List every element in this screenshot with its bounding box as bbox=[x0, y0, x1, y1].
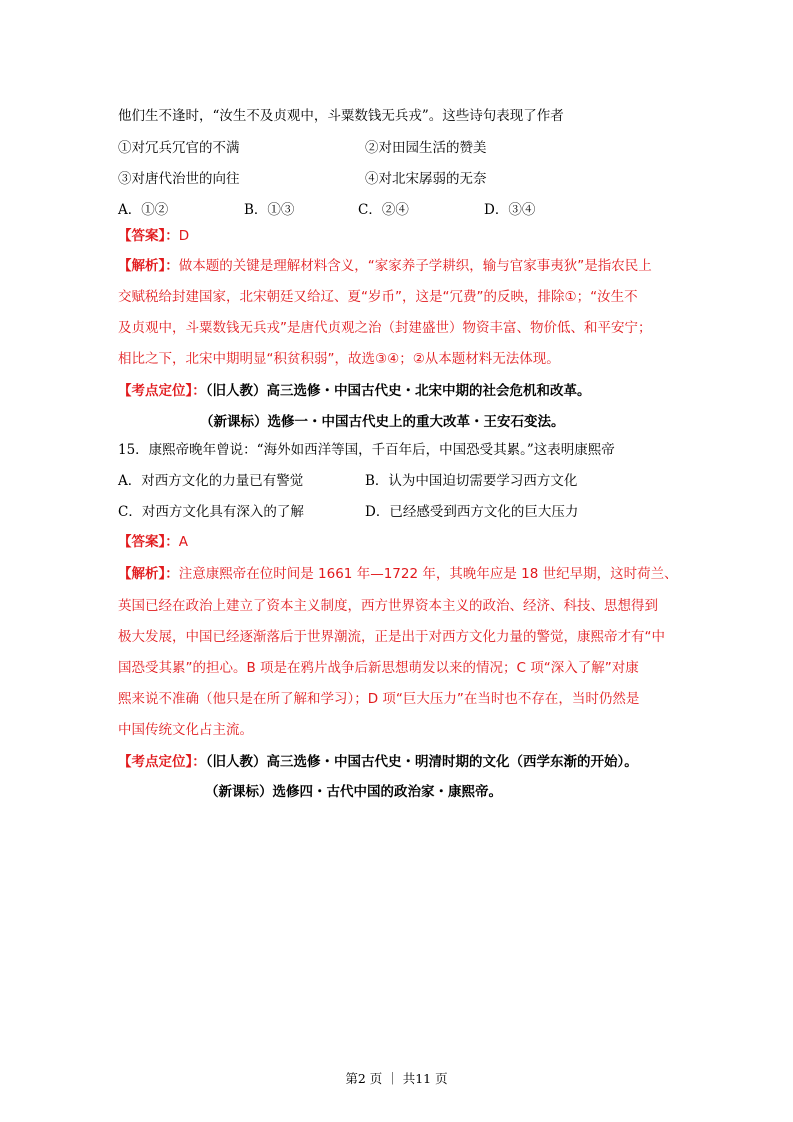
q15-analysis-line-4: 国恐受其累”的担心。B 项是在鸦片战争后新思想萌发以来的情况；C 项“深入了解”对康 bbox=[118, 660, 639, 676]
q14-option-c: C．②④ bbox=[358, 202, 409, 218]
q14-answer-row bbox=[118, 224, 189, 244]
kaodian-text: （旧人教）高三选修・中国古代史・明清时期的文化（西学东渐的开始）。 bbox=[205, 754, 638, 770]
q15-option-a: A．对西方文化的力量已有警觉 bbox=[118, 473, 304, 489]
q14-stem-tail: 他们生不逢时，“汝生不及贞观中，斗粟数钱无兵戎”。这些诗句表现了作者 bbox=[118, 108, 564, 124]
answer-value: A bbox=[178, 534, 188, 550]
answer-tag: 【答案】： bbox=[118, 534, 179, 550]
kaodian-text: （旧人教）高三选修・中国古代史・北宋中期的社会危机和改革。 bbox=[205, 383, 591, 399]
q14-item-3: ③对唐代治世的向往 bbox=[118, 171, 240, 187]
q14-option-b: B．①③ bbox=[244, 202, 295, 218]
kaodian-tag: 【考点定位】： bbox=[118, 754, 206, 770]
q14-option-a: A．①② bbox=[118, 202, 169, 218]
q15-analysis-line-3: 极大发展，中国已经逐渐落后于世界潮流，正是出于对西方文化力量的警觉，康熙帝才有“中 bbox=[118, 629, 665, 645]
analysis-tag: 【解析】： bbox=[118, 566, 179, 582]
q15-option-d: D．已经感受到西方文化的巨大压力 bbox=[365, 504, 579, 520]
q14-analysis-line-4: 相比之下，北宋中期明显“积贫积弱”，故选③④；②从本题材料无法体现。 bbox=[118, 351, 560, 367]
answer-value: D bbox=[178, 228, 190, 244]
page-footer: 第2 页 ｜ 共11 页 bbox=[345, 1071, 448, 1086]
q15-stem: 15．康熙帝晚年曾说：“海外如西洋等国，千百年后，中国恐受其累。”这表明康熙帝 bbox=[118, 442, 615, 458]
q14-item-1: ①对冗兵冗官的不满 bbox=[118, 140, 240, 156]
analysis-tag: 【解析】： bbox=[118, 258, 179, 274]
q15-option-b: B．认为中国迫切需要学习西方文化 bbox=[365, 473, 578, 489]
q15-analysis-line-2: 英国已经在政治上建立了资本主义制度，西方世界资本主义的政治、经济、科技、思想得到 bbox=[118, 598, 658, 614]
q15-kaodian-row bbox=[118, 750, 638, 770]
kaodian-tag: 【考点定位】： bbox=[118, 383, 206, 399]
q15-analysis-line-1 bbox=[118, 562, 678, 582]
q15-option-c: C．对西方文化具有深入的了解 bbox=[118, 504, 304, 520]
q14-item-2: ②对田园生活的赞美 bbox=[365, 140, 487, 156]
q15-kaodian-2: （新课标）选修四・古代中国的政治家・康熙帝。 bbox=[205, 784, 502, 800]
q14-analysis-line-2: 交赋税给封建国家，北宋朝廷又给辽、夏“岁币”，这是“冗费”的反映，排除①；“汝生不 bbox=[118, 289, 638, 305]
q14-analysis-line-3: 及贞观中，斗粟数钱无兵戎”是唐代贞观之治（封建盛世）物资丰富、物价低、和平安宁； bbox=[118, 320, 652, 336]
analysis-text: 注意康熙帝在位时间是 1661 年—1722 年，其晚年应是 18 世纪早期，这时荷兰、 bbox=[178, 566, 678, 582]
answer-tag: 【答案】： bbox=[118, 228, 179, 244]
q14-item-4: ④对北宋孱弱的无奈 bbox=[365, 171, 487, 187]
q15-analysis-line-5: 熙来说不准确（他只是在所了解和学习）；D 项“巨大压力”在当时也不存在，当时仍然是 bbox=[118, 691, 640, 707]
analysis-text: 做本题的关键是理解材料含义，“家家养子学耕织，输与官家事夷狄”是指农民上 bbox=[178, 258, 652, 274]
q15-answer-row bbox=[118, 530, 188, 550]
q14-option-d: D．③④ bbox=[484, 202, 536, 218]
q14-analysis-line-1 bbox=[118, 254, 652, 274]
q14-kaodian-row bbox=[118, 379, 591, 399]
q14-kaodian-2: （新课标）选修一・中国古代史上的重大改革・王安石变法。 bbox=[200, 414, 565, 430]
q15-analysis-line-6: 中国传统文化占主流。 bbox=[118, 722, 253, 738]
